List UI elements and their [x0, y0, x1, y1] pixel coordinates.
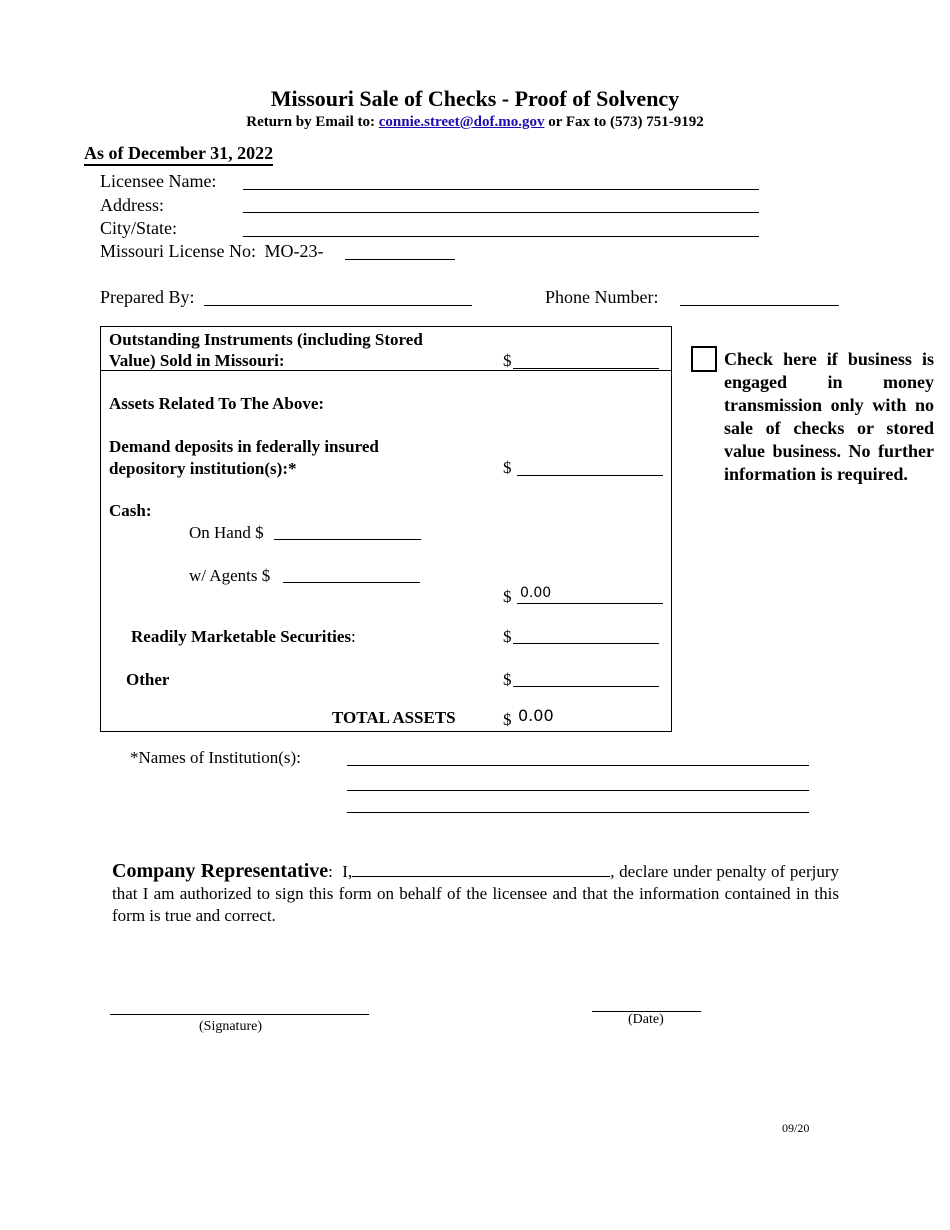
securities-field[interactable]: [513, 643, 659, 644]
demand-deposits-field[interactable]: [517, 475, 663, 476]
city-state-label: City/State:: [100, 218, 178, 238]
total-dollar-sign: $: [503, 710, 512, 729]
declaration-colon: :: [328, 862, 333, 881]
phone-field[interactable]: [680, 305, 839, 306]
license-number-label: [100, 241, 323, 262]
securities-colon: :: [351, 627, 356, 646]
total-assets-value: 0.00: [518, 706, 554, 725]
declaration: [112, 860, 839, 927]
address-label: Address:: [100, 195, 164, 215]
city-state-field[interactable]: [243, 236, 759, 237]
cash-dollar-sign: $: [503, 587, 512, 606]
return-prefix: Return by Email to:: [246, 114, 375, 130]
securities-label-text: Readily Marketable Securities: [131, 627, 352, 646]
email-link[interactable]: connie.street@dof.mo.gov: [378, 114, 545, 130]
demand-deposits-label-2: depository institution(s):*: [109, 459, 297, 478]
company-representative-label: Company Representative: [112, 860, 329, 882]
institution-field-1[interactable]: [347, 765, 809, 766]
other-field[interactable]: [513, 686, 659, 687]
phone-label: Phone Number:: [545, 287, 659, 307]
cash-label: Cash:: [109, 501, 152, 520]
signature-field[interactable]: [110, 1014, 369, 1015]
licensee-name-field[interactable]: [243, 189, 759, 190]
date-label: (Date): [628, 1012, 664, 1027]
money-transmission-only-checkbox[interactable]: [691, 346, 717, 372]
license-number-field[interactable]: [345, 259, 455, 260]
other-dollar-sign: $: [503, 670, 512, 689]
as-of-date: As of December 31, 2022: [84, 143, 273, 166]
outstanding-instruments-label-2: Value) Sold in Missouri:: [109, 351, 285, 370]
other-label: Other: [126, 670, 170, 689]
securities-dollar-sign: $: [503, 627, 512, 646]
fax-text: or Fax to (573) 751-9192: [548, 114, 704, 130]
institution-field-2[interactable]: [347, 790, 809, 791]
assets-box: [100, 326, 672, 732]
on-hand-field[interactable]: [274, 539, 421, 540]
prepared-by-field[interactable]: [204, 305, 472, 306]
cash-total-value: 0.00: [520, 585, 552, 601]
form-title: Missouri Sale of Checks - Proof of Solvency: [270, 86, 680, 111]
licensee-name-label: Licensee Name:: [100, 171, 217, 191]
agents-label: w/ Agents $: [189, 566, 271, 585]
institutions-label: *Names of Institution(s):: [130, 748, 301, 767]
total-assets-label: TOTAL ASSETS: [332, 708, 456, 727]
demand-deposits-label-1: Demand deposits in federally insured: [109, 437, 379, 456]
license-label-text: Missouri License No:: [100, 241, 256, 261]
prepared-by-label: Prepared By:: [100, 287, 195, 307]
demand-dollar-sign: $: [503, 458, 512, 477]
form-code: 09/20: [782, 1121, 810, 1135]
outstanding-instruments-label-1: Outstanding Instruments (including Stored: [109, 330, 423, 349]
agents-field[interactable]: [283, 582, 420, 583]
outstanding-instruments-field[interactable]: [513, 368, 659, 369]
declaration-intro: I,: [342, 862, 353, 881]
return-instructions: [0, 114, 950, 131]
address-field[interactable]: [243, 212, 759, 213]
on-hand-label: On Hand $: [189, 523, 264, 542]
securities-label: [131, 627, 356, 647]
institution-field-3[interactable]: [347, 812, 809, 813]
representative-name-field[interactable]: [352, 860, 610, 877]
signature-label: (Signature): [199, 1019, 262, 1034]
declaration-text: , declare under penalty of perjury that I am authorized to sign this form on behalf of the licensee and that the information contained in this form is true and correct.: [112, 862, 839, 925]
cash-total-field[interactable]: [517, 603, 663, 604]
checkbox-note: Check here if business is engaged in money transmission only with no sale of checks or stored value business. No further information is required.: [724, 349, 934, 484]
assets-heading: Assets Related To The Above:: [109, 394, 325, 413]
license-prefix: MO-23-: [264, 241, 324, 261]
outstanding-dollar-sign: $: [503, 351, 512, 370]
